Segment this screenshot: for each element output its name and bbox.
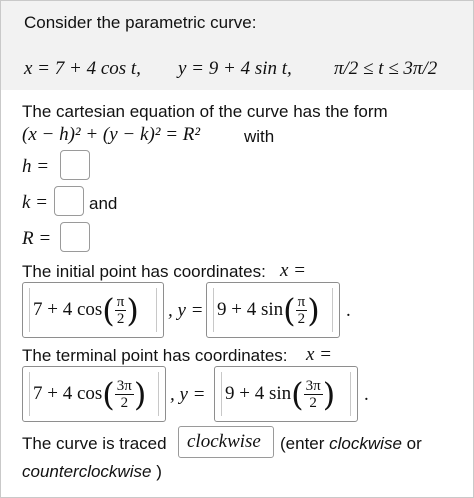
equation-y: y = 9 + 4 sin t,	[178, 58, 292, 79]
enter-counterclockwise: counterclockwise	[22, 462, 152, 481]
initial-period: .	[346, 300, 351, 321]
initial-x-eq: x =	[280, 260, 307, 281]
initial-comma-y: , y =	[168, 300, 204, 321]
k-label: k =	[22, 192, 49, 213]
open-paren-icon: (	[291, 375, 304, 414]
close-paren-icon: )	[133, 375, 147, 414]
initial-x-frac-num: π	[116, 294, 125, 310]
equation-range: π/2 ≤ t ≤ 3π/2	[334, 58, 438, 79]
traced-text: The curve is traced	[22, 434, 167, 453]
R-label: R =	[22, 228, 52, 249]
initial-x-frac-den: 2	[116, 311, 125, 327]
terminal-x-eq: x =	[306, 344, 333, 365]
close-paren-icon: )	[307, 291, 320, 330]
intro-text: Consider the parametric curve:	[24, 13, 257, 32]
initial-text: The initial point has coordinates:	[22, 262, 266, 281]
close-paren-icon: )	[322, 375, 336, 414]
equation-x: x = 7 + 4 cos t,	[24, 58, 141, 79]
initial-y-frac-num: π	[297, 294, 306, 310]
terminal-x-prefix: 7 + 4 cos	[33, 382, 103, 404]
terminal-y-prefix: 9 + 4 sin	[225, 382, 292, 404]
terminal-y-frac-num: 3π	[305, 378, 321, 394]
initial-x-prefix: 7 + 4 cos	[33, 298, 103, 320]
close-paren-icon: )	[126, 291, 139, 330]
terminal-x-frac-num: 3π	[116, 378, 132, 394]
enter-close: )	[156, 462, 162, 481]
enter-open: (enter	[280, 434, 325, 453]
and-label: and	[89, 194, 118, 213]
open-paren-icon: (	[102, 291, 115, 330]
terminal-period: .	[364, 384, 369, 405]
enter-clockwise: clockwise	[329, 434, 402, 453]
terminal-x-frac-den: 2	[120, 395, 129, 411]
form-text: The cartesian equation of the curve has the form	[22, 102, 388, 121]
enter-or: or	[406, 434, 422, 453]
initial-y-prefix: 9 + 4 sin	[217, 298, 284, 320]
terminal-y-frac-den: 2	[309, 395, 317, 411]
terminal-text: The terminal point has coordinates:	[22, 346, 288, 365]
initial-y-frac-den: 2	[297, 311, 306, 327]
direction-value: clockwise	[187, 431, 261, 452]
open-paren-icon: (	[102, 375, 115, 414]
h-label: h =	[22, 156, 50, 177]
form-equation: (x − h)² + (y − k)² = R²	[22, 124, 201, 145]
terminal-comma-y: , y =	[170, 384, 206, 405]
open-paren-icon: (	[283, 291, 296, 330]
with-label: with	[244, 127, 275, 146]
